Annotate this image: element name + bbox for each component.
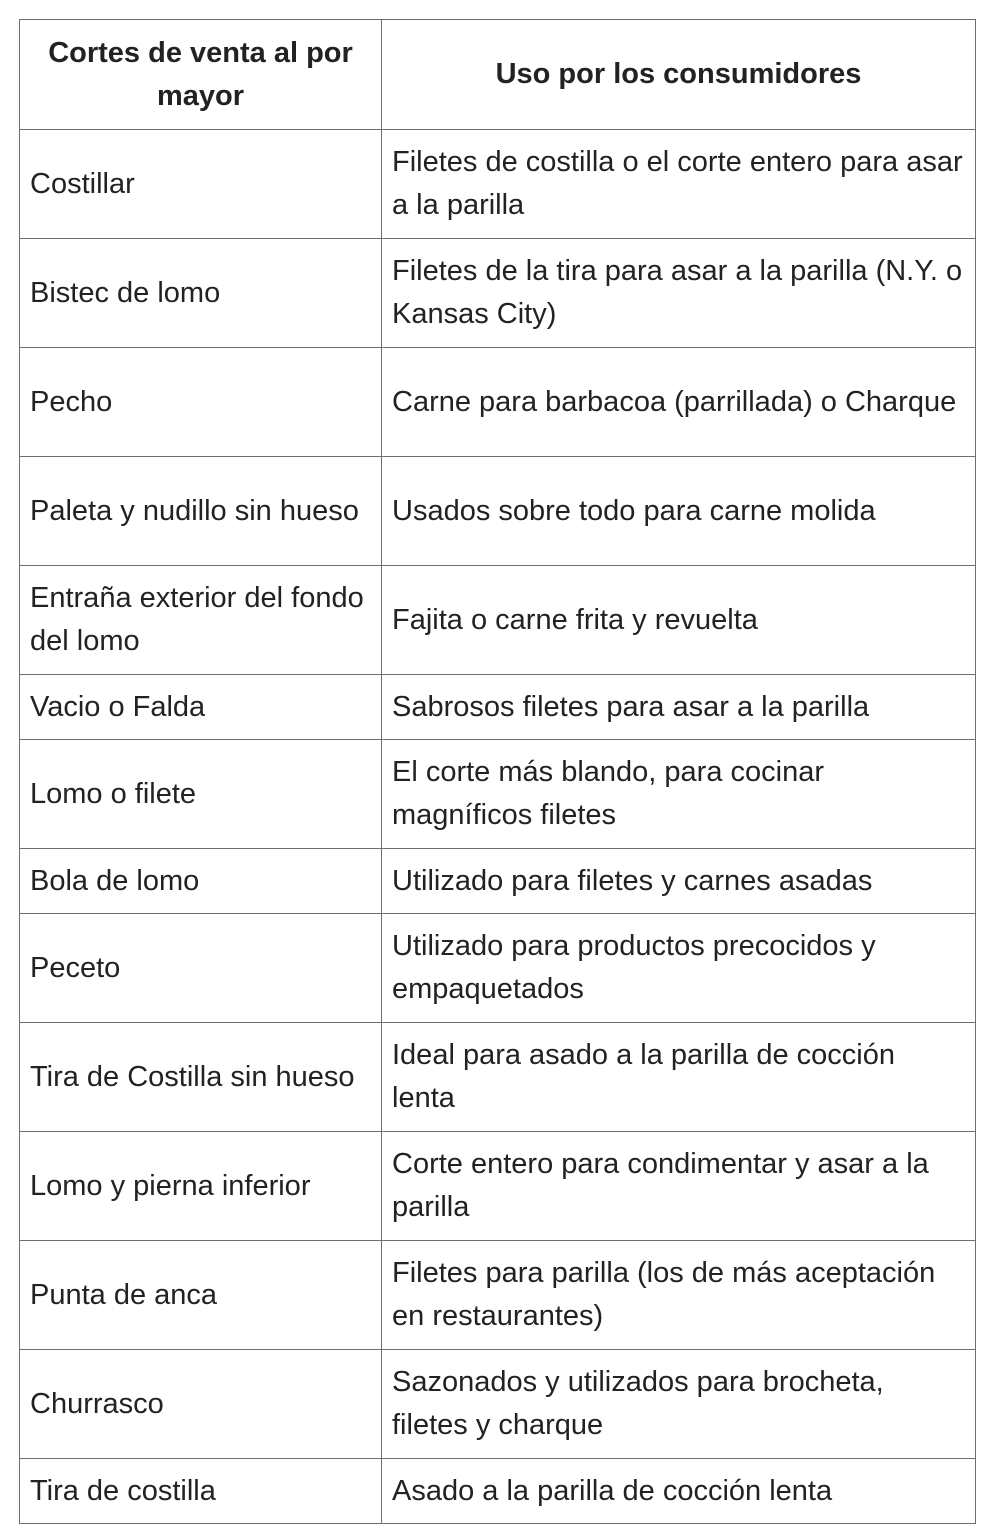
table-row	[20, 914, 976, 1023]
cell-cut: Costillar	[20, 130, 382, 239]
cell-cut: Lomo o filete	[20, 740, 382, 849]
cell-cut: Tira de Costilla sin hueso	[20, 1023, 382, 1132]
table-row	[20, 239, 976, 348]
cell-use: Carne para barbacoa (parrillada) o Charque	[382, 348, 976, 457]
beef-cuts-table	[19, 19, 976, 1524]
header-cut: Cortes de venta al por mayor	[20, 20, 382, 130]
cell-cut: Bola de lomo	[20, 849, 382, 914]
table-row	[20, 675, 976, 740]
cell-cut: Lomo y pierna inferior	[20, 1132, 382, 1241]
table-row	[20, 457, 976, 566]
cell-cut: Pecho	[20, 348, 382, 457]
header-row	[20, 20, 976, 130]
table-row	[20, 130, 976, 239]
table-row	[20, 849, 976, 914]
cell-cut: Vacio o Falda	[20, 675, 382, 740]
cell-use: Ideal para asado a la parilla de cocción lenta	[382, 1023, 976, 1132]
cell-cut: Punta de anca	[20, 1241, 382, 1350]
table-row	[20, 348, 976, 457]
cell-use: El corte más blando, para cocinar magníficos filetes	[382, 740, 976, 849]
cell-use: Sabrosos filetes para asar a la parilla	[382, 675, 976, 740]
cell-use: Filetes de costilla o el corte entero para asar a la parilla	[382, 130, 976, 239]
cell-cut: Bistec de lomo	[20, 239, 382, 348]
cell-cut: Paleta y nudillo sin hueso	[20, 457, 382, 566]
table-row	[20, 1350, 976, 1459]
header-use: Uso por los consumidores	[382, 20, 976, 130]
cell-use: Sazonados y utilizados para brocheta, filetes y charque	[382, 1350, 976, 1459]
cell-use: Corte entero para condimentar y asar a la parilla	[382, 1132, 976, 1241]
cell-cut: Tira de costilla	[20, 1459, 382, 1524]
table-row	[20, 1132, 976, 1241]
cell-cut: Entraña exterior del fondo del lomo	[20, 566, 382, 675]
cell-use: Utilizado para filetes y carnes asadas	[382, 849, 976, 914]
cell-cut: Peceto	[20, 914, 382, 1023]
cell-use: Filetes para parilla (los de más aceptación en restaurantes)	[382, 1241, 976, 1350]
cell-use: Filetes de la tira para asar a la parilla (N.Y. o Kansas City)	[382, 239, 976, 348]
table-row	[20, 740, 976, 849]
table-row	[20, 1023, 976, 1132]
cell-use: Fajita o carne frita y revuelta	[382, 566, 976, 675]
cell-cut: Churrasco	[20, 1350, 382, 1459]
cell-use: Utilizado para productos precocidos y empaquetados	[382, 914, 976, 1023]
table-row	[20, 1459, 976, 1524]
table-row	[20, 1241, 976, 1350]
table-row	[20, 566, 976, 675]
cell-use: Asado a la parilla de cocción lenta	[382, 1459, 976, 1524]
cell-use: Usados sobre todo para carne molida	[382, 457, 976, 566]
